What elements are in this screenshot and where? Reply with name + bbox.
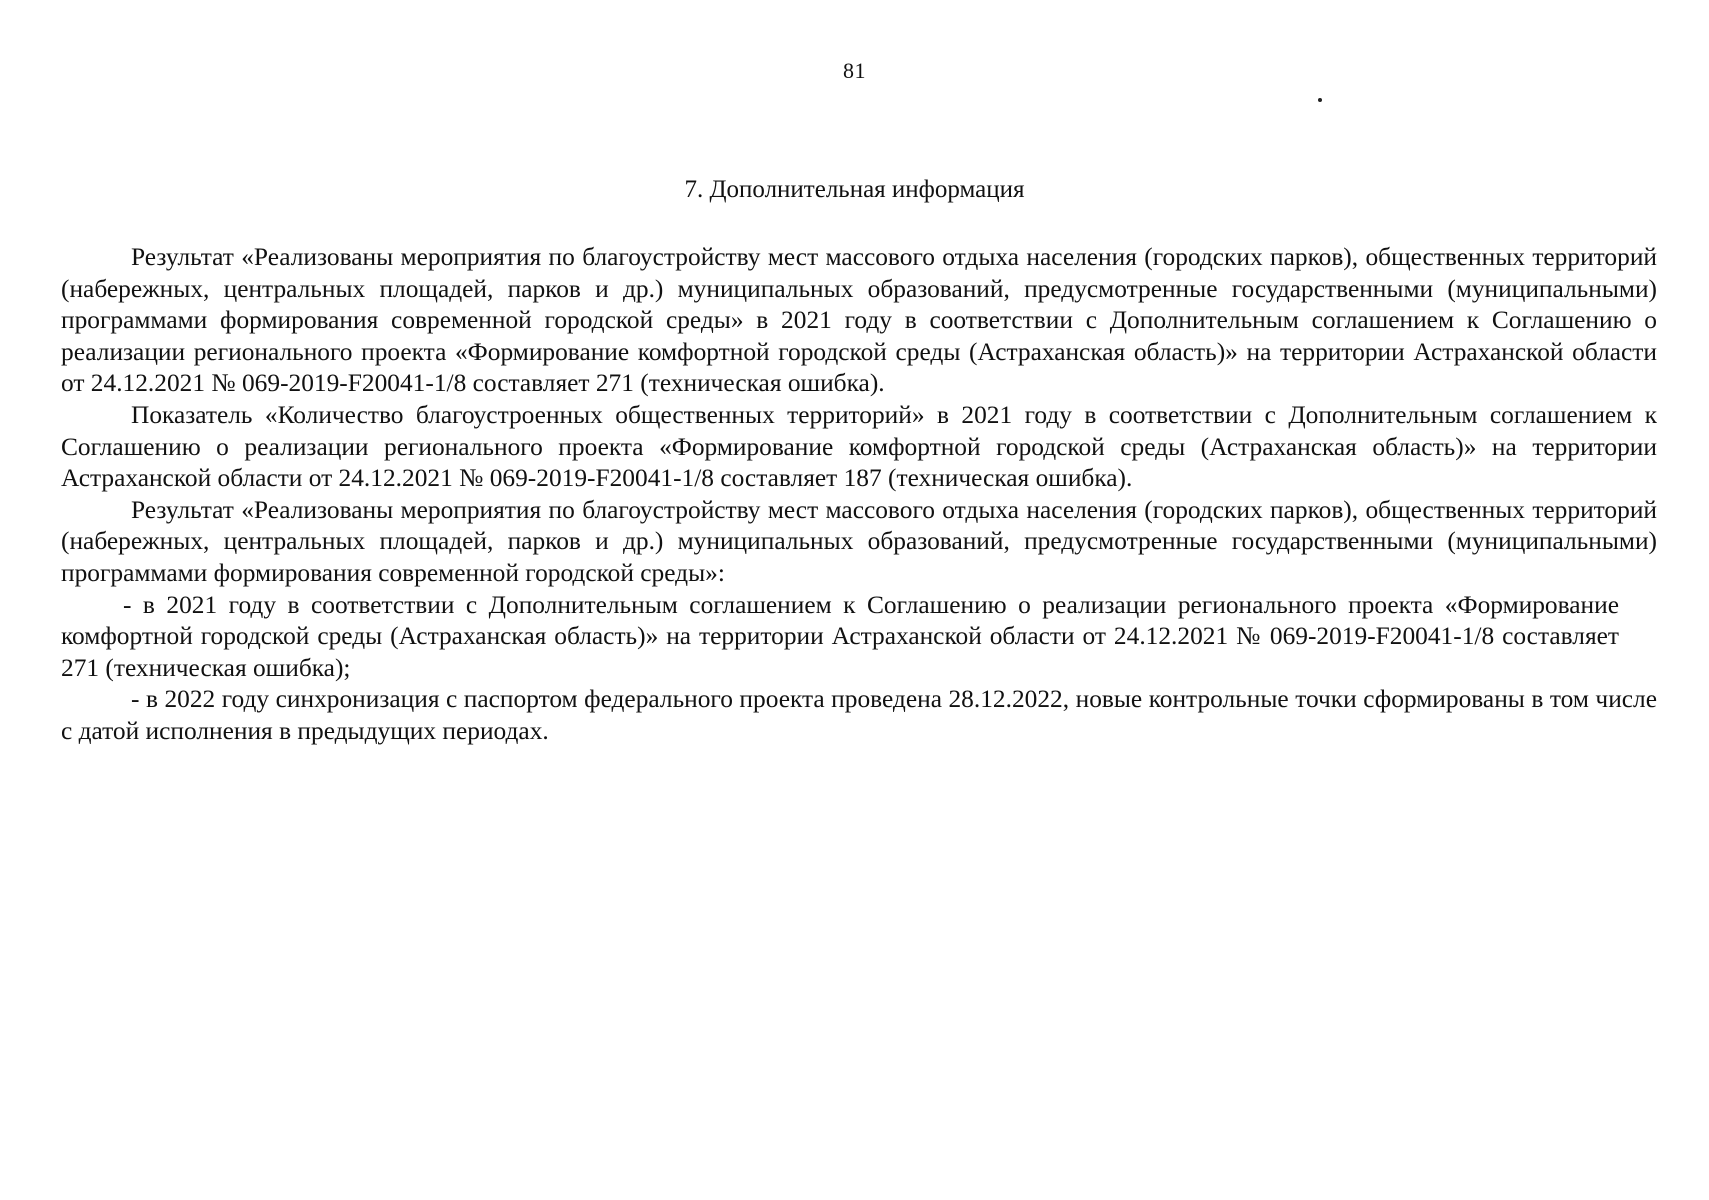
list-item-2021: - в 2021 году в соответствии с Дополнительным соглашением к Соглашению о реализации регионального проекта «Формирование комфортной городской среды (Астраханская область)» на территории Астраханской области от 24.12.2021 № 069-2019-F20041-1/8 составляет 271 (техническая ошибка); <box>61 590 1619 682</box>
section-title: 7. Дополнительная информация <box>684 176 1025 203</box>
list-item-2022: - в 2022 году синхронизация с паспортом федерального проекта проведена 28.12.2022, новые контрольные точки сформированы в том числе с датой исполнения в предыдущих периодах. <box>61 685 1657 745</box>
document-body <box>61 242 1657 748</box>
page-number: 81 <box>843 58 866 83</box>
paragraph-indicator-2021: Показатель «Количество благоустроенных общественных территорий» в 2021 году в соответствии с Дополнительным соглашением к Соглашению о реализации регионального проекта «Формирование комфортной городской среды (Астраханская область)» на территории Астраханской области от 24.12.2021 № 069-2019-F20041-1/8 составляет 187 (техническая ошибка). <box>61 400 1657 493</box>
scan-speck <box>1318 98 1322 102</box>
paragraph-result-2021: Результат «Реализованы мероприятия по благоустройству мест массового отдыха населения (городских парков), общественных территорий (набережных, центральных площадей, парков и др.) муниципальных образований, предусмотренные государственными (муниципальными) программами формирования современной городской среды» в 2021 году в соответствии с Дополнительным соглашением к Соглашению о реализации регионального проекта «Формирование комфортной городской среды (Астраханская область)» на территории Астраханской области от 24.12.2021 № 069-2019-F20041-1/8 составляет 271 (техническая ошибка). <box>61 243 1657 398</box>
paragraph-result-intro: Результат «Реализованы мероприятия по благоустройству мест массового отдыха населения (городских парков), общественных территорий (набережных, центральных площадей, парков и др.) муниципальных образований, предусмотренные государственными (муниципальными) программами формирования современной городской среды»: <box>61 495 1657 587</box>
